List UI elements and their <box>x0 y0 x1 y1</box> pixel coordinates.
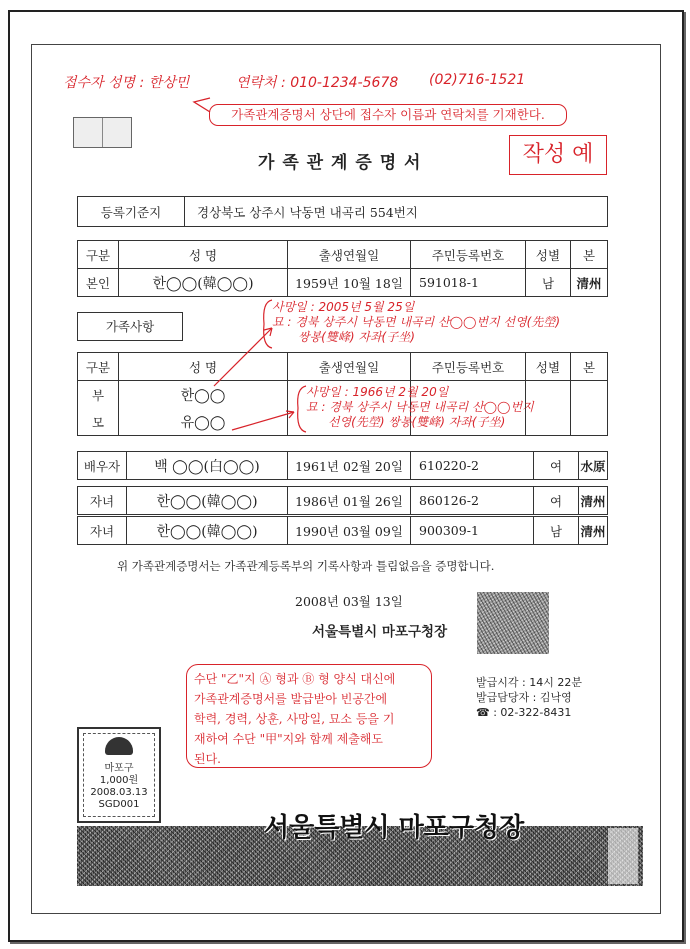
parents-col-id: 주민등록번호 <box>411 353 526 381</box>
child-birth: 1986년 01월 26일 <box>288 487 411 515</box>
col-name: 성 명 <box>119 241 288 269</box>
self-sex: 남 <box>526 269 571 297</box>
issuance-info <box>476 675 582 720</box>
father-name: 한◯◯ <box>119 381 288 409</box>
mother-annotation: 사망일 : 1966년 2월 20일 묘 : 경북 상주시 낙동면 내곡리 산◯◯번지 선영(先塋) 쌍봉(雙峰) 자좌(子坐) <box>306 385 534 429</box>
family-section-label: 가족사항 <box>77 312 183 341</box>
issue-time: 발급시각 : 14시 22분 <box>476 676 582 689</box>
issue-date: 2008년 03월 13일 <box>295 594 403 609</box>
revenue-stamp <box>77 727 161 823</box>
parents-col-type: 구분 <box>78 353 119 381</box>
father-type: 부 <box>78 381 119 409</box>
self-table <box>77 240 608 297</box>
self-birth: 1959년 10월 18일 <box>288 269 411 297</box>
self-name: 한◯◯(韓◯◯) <box>119 269 288 297</box>
child-origin: 清州 <box>579 487 608 515</box>
child-table-2 <box>77 516 608 545</box>
footer-issuer-seal: 서울특별시 마포구청장 <box>264 813 525 843</box>
receiver-name: 접수자 성명 : 한상민 <box>63 75 190 91</box>
issue-phone: ☎ : 02-322-8431 <box>476 706 572 719</box>
child-type: 자녀 <box>78 487 127 515</box>
example-stamp: 작성 예 <box>509 135 607 175</box>
child-type: 자녀 <box>78 517 127 545</box>
parents-col-sex: 성별 <box>526 353 571 381</box>
child-id: 900309-1 <box>411 517 534 545</box>
notice-callout: 수단 "乙"지 Ⓐ 형과 Ⓑ 형 양식 대신에 가족관계증명서를 발급받아 빈공간에 학력, 경력, 상훈, 사망일, 묘소 등을 기 재하여 수단 "甲"지와 함께 제출해도 된다. <box>186 664 432 768</box>
spouse-sex: 여 <box>534 452 579 480</box>
spouse-type: 배우자 <box>78 452 127 480</box>
child-birth: 1990년 03월 09일 <box>288 517 411 545</box>
col-origin: 본 <box>571 241 608 269</box>
child-sex: 남 <box>534 517 579 545</box>
father-arrow <box>210 320 280 390</box>
spouse-birth: 1961년 02월 20일 <box>288 452 411 480</box>
self-id: 591018-1 <box>411 269 526 297</box>
receiver-phone: (02)716-1521 <box>429 72 526 88</box>
child-name: 한◯◯(韓◯◯) <box>127 487 288 515</box>
footer-corner-mark <box>608 828 638 884</box>
child-id: 860126-2 <box>411 487 534 515</box>
stamp-office: 마포구 <box>104 763 134 774</box>
header-note-callout: 가족관계증명서 상단에 접수자 이름과 연락처를 기재한다. <box>209 104 567 126</box>
certification-text: 위 가족관계증명서는 가족관계등록부의 기록사항과 틀림없음을 증명합니다. <box>117 559 495 573</box>
official-seal-icon <box>477 592 549 654</box>
col-id: 주민등록번호 <box>411 241 526 269</box>
self-type: 본인 <box>78 269 119 297</box>
col-sex: 성별 <box>526 241 571 269</box>
phone-icon: ☎ <box>476 706 490 719</box>
mother-arrow <box>228 406 300 434</box>
child-sex: 여 <box>534 487 579 515</box>
mother-name: 유◯◯ <box>119 408 288 436</box>
parents-col-birth: 출생연월일 <box>288 353 411 381</box>
registry-label: 등록기준지 <box>78 197 185 227</box>
photo-stamp-box <box>73 117 132 148</box>
registry-table <box>77 196 608 227</box>
issuer-name: 서울특별시 마포구청장 <box>312 624 448 640</box>
child-table-1 <box>77 486 608 515</box>
stamp-date: 2008.03.13 <box>90 787 148 798</box>
self-origin: 清州 <box>571 269 608 297</box>
spouse-name: 백 ◯◯(白◯◯) <box>127 452 288 480</box>
col-birth: 출생연월일 <box>288 241 411 269</box>
document-title: 가 족 관 계 증 명 서 <box>258 153 422 173</box>
mother-type: 모 <box>78 408 119 436</box>
spouse-table <box>77 451 608 480</box>
parents-col-name: 성 명 <box>119 353 288 381</box>
col-type: 구분 <box>78 241 119 269</box>
issue-officer: 발급담당자 : 김낙영 <box>476 691 572 704</box>
father-annotation: 사망일 : 2005년 5월 25일 묘 : 경북 상주시 낙동면 내곡리 산◯◯번지 선영(先塋) 쌍봉(雙峰) 자좌(子坐) <box>272 300 561 344</box>
stamp-code: SGD001 <box>98 799 140 810</box>
stamp-fee: 1,000원 <box>99 775 139 786</box>
child-name: 한◯◯(韓◯◯) <box>127 517 288 545</box>
child-origin: 清州 <box>579 517 608 545</box>
spouse-id: 610220-2 <box>411 452 534 480</box>
parents-col-origin: 본 <box>571 353 608 381</box>
spouse-origin: 水原 <box>579 452 608 480</box>
receiver-contact: 연락처 : 010-1234-5678 <box>236 75 399 91</box>
registry-address: 경상북도 상주시 낙동면 내곡리 554번지 <box>185 197 608 227</box>
